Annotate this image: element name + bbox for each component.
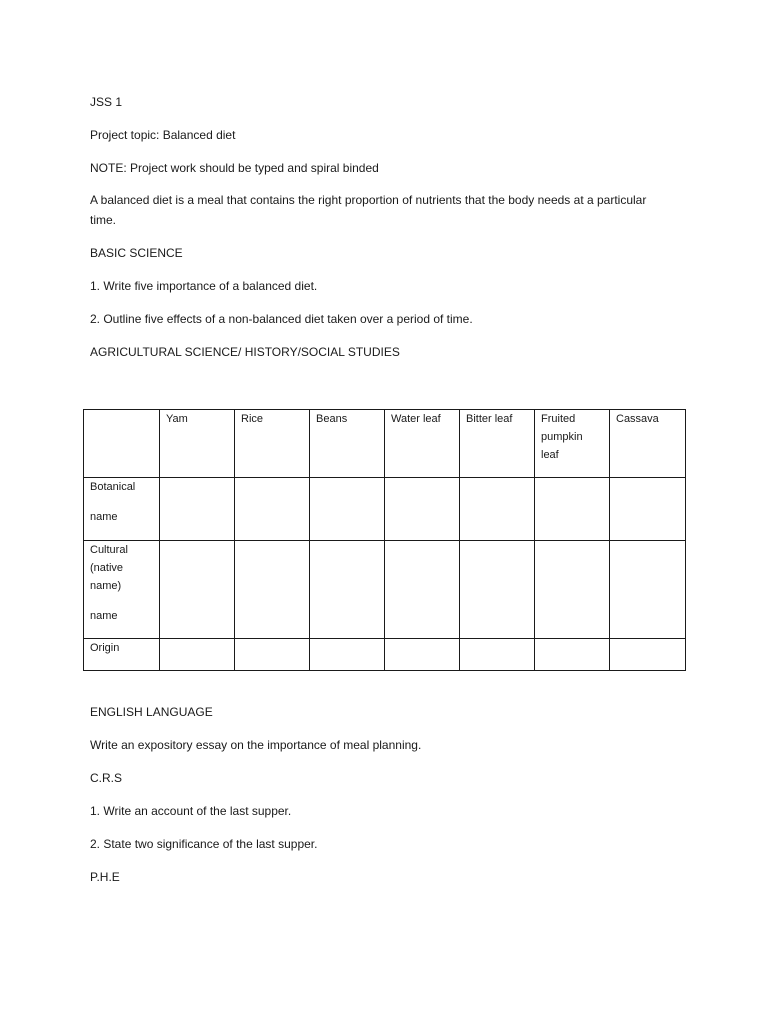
table-row <box>84 478 686 541</box>
table-cell <box>385 541 460 639</box>
table-cell <box>460 478 535 541</box>
table-cell <box>310 541 385 639</box>
table-cell <box>235 541 310 639</box>
row-header-text: Cultural (native name) <box>90 544 128 592</box>
row-header-origin: Origin <box>84 639 160 671</box>
basic-science-question-2: 2. Outline five effects of a non-balanced diet taken over a period of time. <box>90 312 473 326</box>
project-topic: Project topic: Balanced diet <box>90 128 236 142</box>
crs-question-1: 1. Write an account of the last supper. <box>90 804 292 818</box>
table-cell <box>385 478 460 541</box>
row-header-text: Botanical <box>90 481 136 493</box>
table-cell <box>235 478 310 541</box>
column-header: Beans <box>310 410 385 478</box>
table-cell <box>160 478 235 541</box>
table-cell <box>160 639 235 671</box>
english-heading: ENGLISH LANGUAGE <box>90 705 213 719</box>
project-note: NOTE: Project work should be typed and spiral binded <box>90 161 379 175</box>
column-header: Fruited pumpkin leaf <box>535 410 610 478</box>
table-cell <box>160 541 235 639</box>
table-cell <box>235 639 310 671</box>
row-header-botanical <box>84 478 160 541</box>
table-cell <box>535 541 610 639</box>
column-header: Bitter leaf <box>460 410 535 478</box>
table-corner-cell <box>84 410 160 478</box>
table-cell <box>610 541 686 639</box>
table-cell <box>610 639 686 671</box>
english-question-1: Write an expository essay on the importance of meal planning. <box>90 738 422 752</box>
column-header: Cassava <box>610 410 686 478</box>
agric-heading: AGRICULTURAL SCIENCE/ HISTORY/SOCIAL STUDIES <box>90 345 400 359</box>
column-header: Water leaf <box>385 410 460 478</box>
row-header-text: name <box>90 511 118 523</box>
basic-science-heading: BASIC SCIENCE <box>90 246 183 260</box>
table-cell <box>460 639 535 671</box>
table-cell <box>310 478 385 541</box>
crs-heading: C.R.S <box>90 771 123 785</box>
balanced-diet-definition: A balanced diet is a meal that contains the right proportion of nutrients that the body needs at a particular time. <box>90 193 647 227</box>
row-header-text: name <box>90 610 118 622</box>
class-label: JSS 1 <box>90 95 123 109</box>
table-cell <box>610 478 686 541</box>
table-cell <box>535 639 610 671</box>
table-cell <box>310 639 385 671</box>
phe-heading: P.H.E <box>90 870 120 884</box>
column-header: Rice <box>235 410 310 478</box>
column-header: Yam <box>160 410 235 478</box>
crs-question-2: 2. State two significance of the last supper. <box>90 837 318 851</box>
row-header-cultural <box>84 541 160 639</box>
table-cell <box>385 639 460 671</box>
table-cell <box>535 478 610 541</box>
crop-names-table <box>83 409 686 671</box>
basic-science-question-1: 1. Write five importance of a balanced diet. <box>90 279 318 293</box>
table-row <box>84 639 686 671</box>
table-header-row <box>84 410 686 478</box>
table-row <box>84 541 686 639</box>
table-cell <box>460 541 535 639</box>
